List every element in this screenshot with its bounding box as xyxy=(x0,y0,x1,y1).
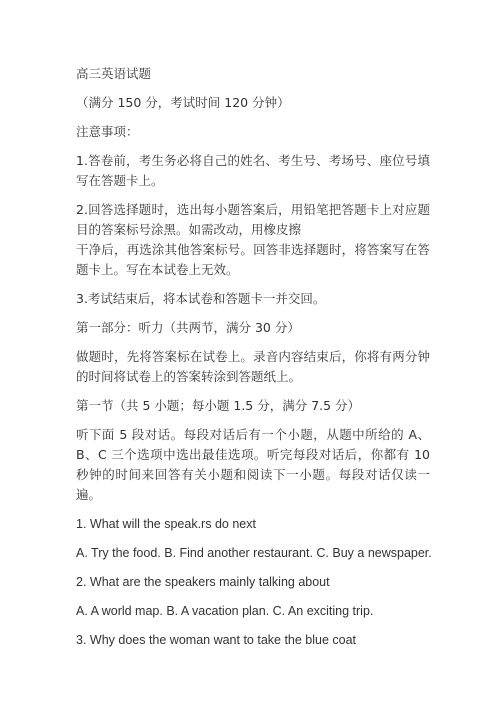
notice-item-3: 3.考试结束后，将本试卷和答题卡一并交回。 xyxy=(76,291,326,306)
notice-item-2-continued: 干净后，再选涂其他答案标号。回答非选择题时，将答案写在答题卡上。写在本试卷上无效。 xyxy=(76,242,430,277)
question-1-options: A. Try the food. B. Find another restaurant. C. Buy a newspaper. xyxy=(76,546,432,560)
question-2-options: A. A world map. B. A vacation plan. C. An exciting trip. xyxy=(76,604,374,618)
document-title: 高三英语试题 xyxy=(76,66,152,81)
section1-instruction: 听下面 5 段对话。每段对话后有一个小题，从题中所给的 A、B、C 三个选项中选出最佳选项。听完每段对话后，你都有 10 秒钟的时间来回答有关小题和阅读下一小题。每段对话仅读一遍。 xyxy=(76,427,430,502)
part1-heading: 第一部分：听力（共两节，满分 30 分） xyxy=(76,320,300,335)
notice-item-1: 1.答卷前，考生务必将自己的姓名、考生号、考场号、座位号填写在答题卡上。 xyxy=(76,153,430,188)
question-2-stem: 2. What are the speakers mainly talking about xyxy=(76,575,330,589)
notice-item-2: 2.回答选择题时，选出每小题答案后，用铅笔把答题卡上对应题目的答案标号涂黑。如需改动，用橡皮擦 xyxy=(76,202,430,237)
question-1-stem: 1. What will the speak.rs do next xyxy=(76,517,256,531)
part1-instruction: 做题时，先将答案标在试卷上。录音内容结束后，你将有两分钟的时间将试卷上的答案转涂到答题纸上。 xyxy=(76,349,430,384)
notice-heading: 注意事项： xyxy=(76,124,139,139)
section1-heading: 第一节（共 5 小题；每小题 1.5 分，满分 7.5 分） xyxy=(76,398,361,413)
document-page xyxy=(76,64,430,650)
document-subtitle: （满分 150 分，考试时间 120 分钟） xyxy=(76,95,290,110)
question-3-stem: 3. Why does the woman want to take the blue coat xyxy=(76,633,357,647)
